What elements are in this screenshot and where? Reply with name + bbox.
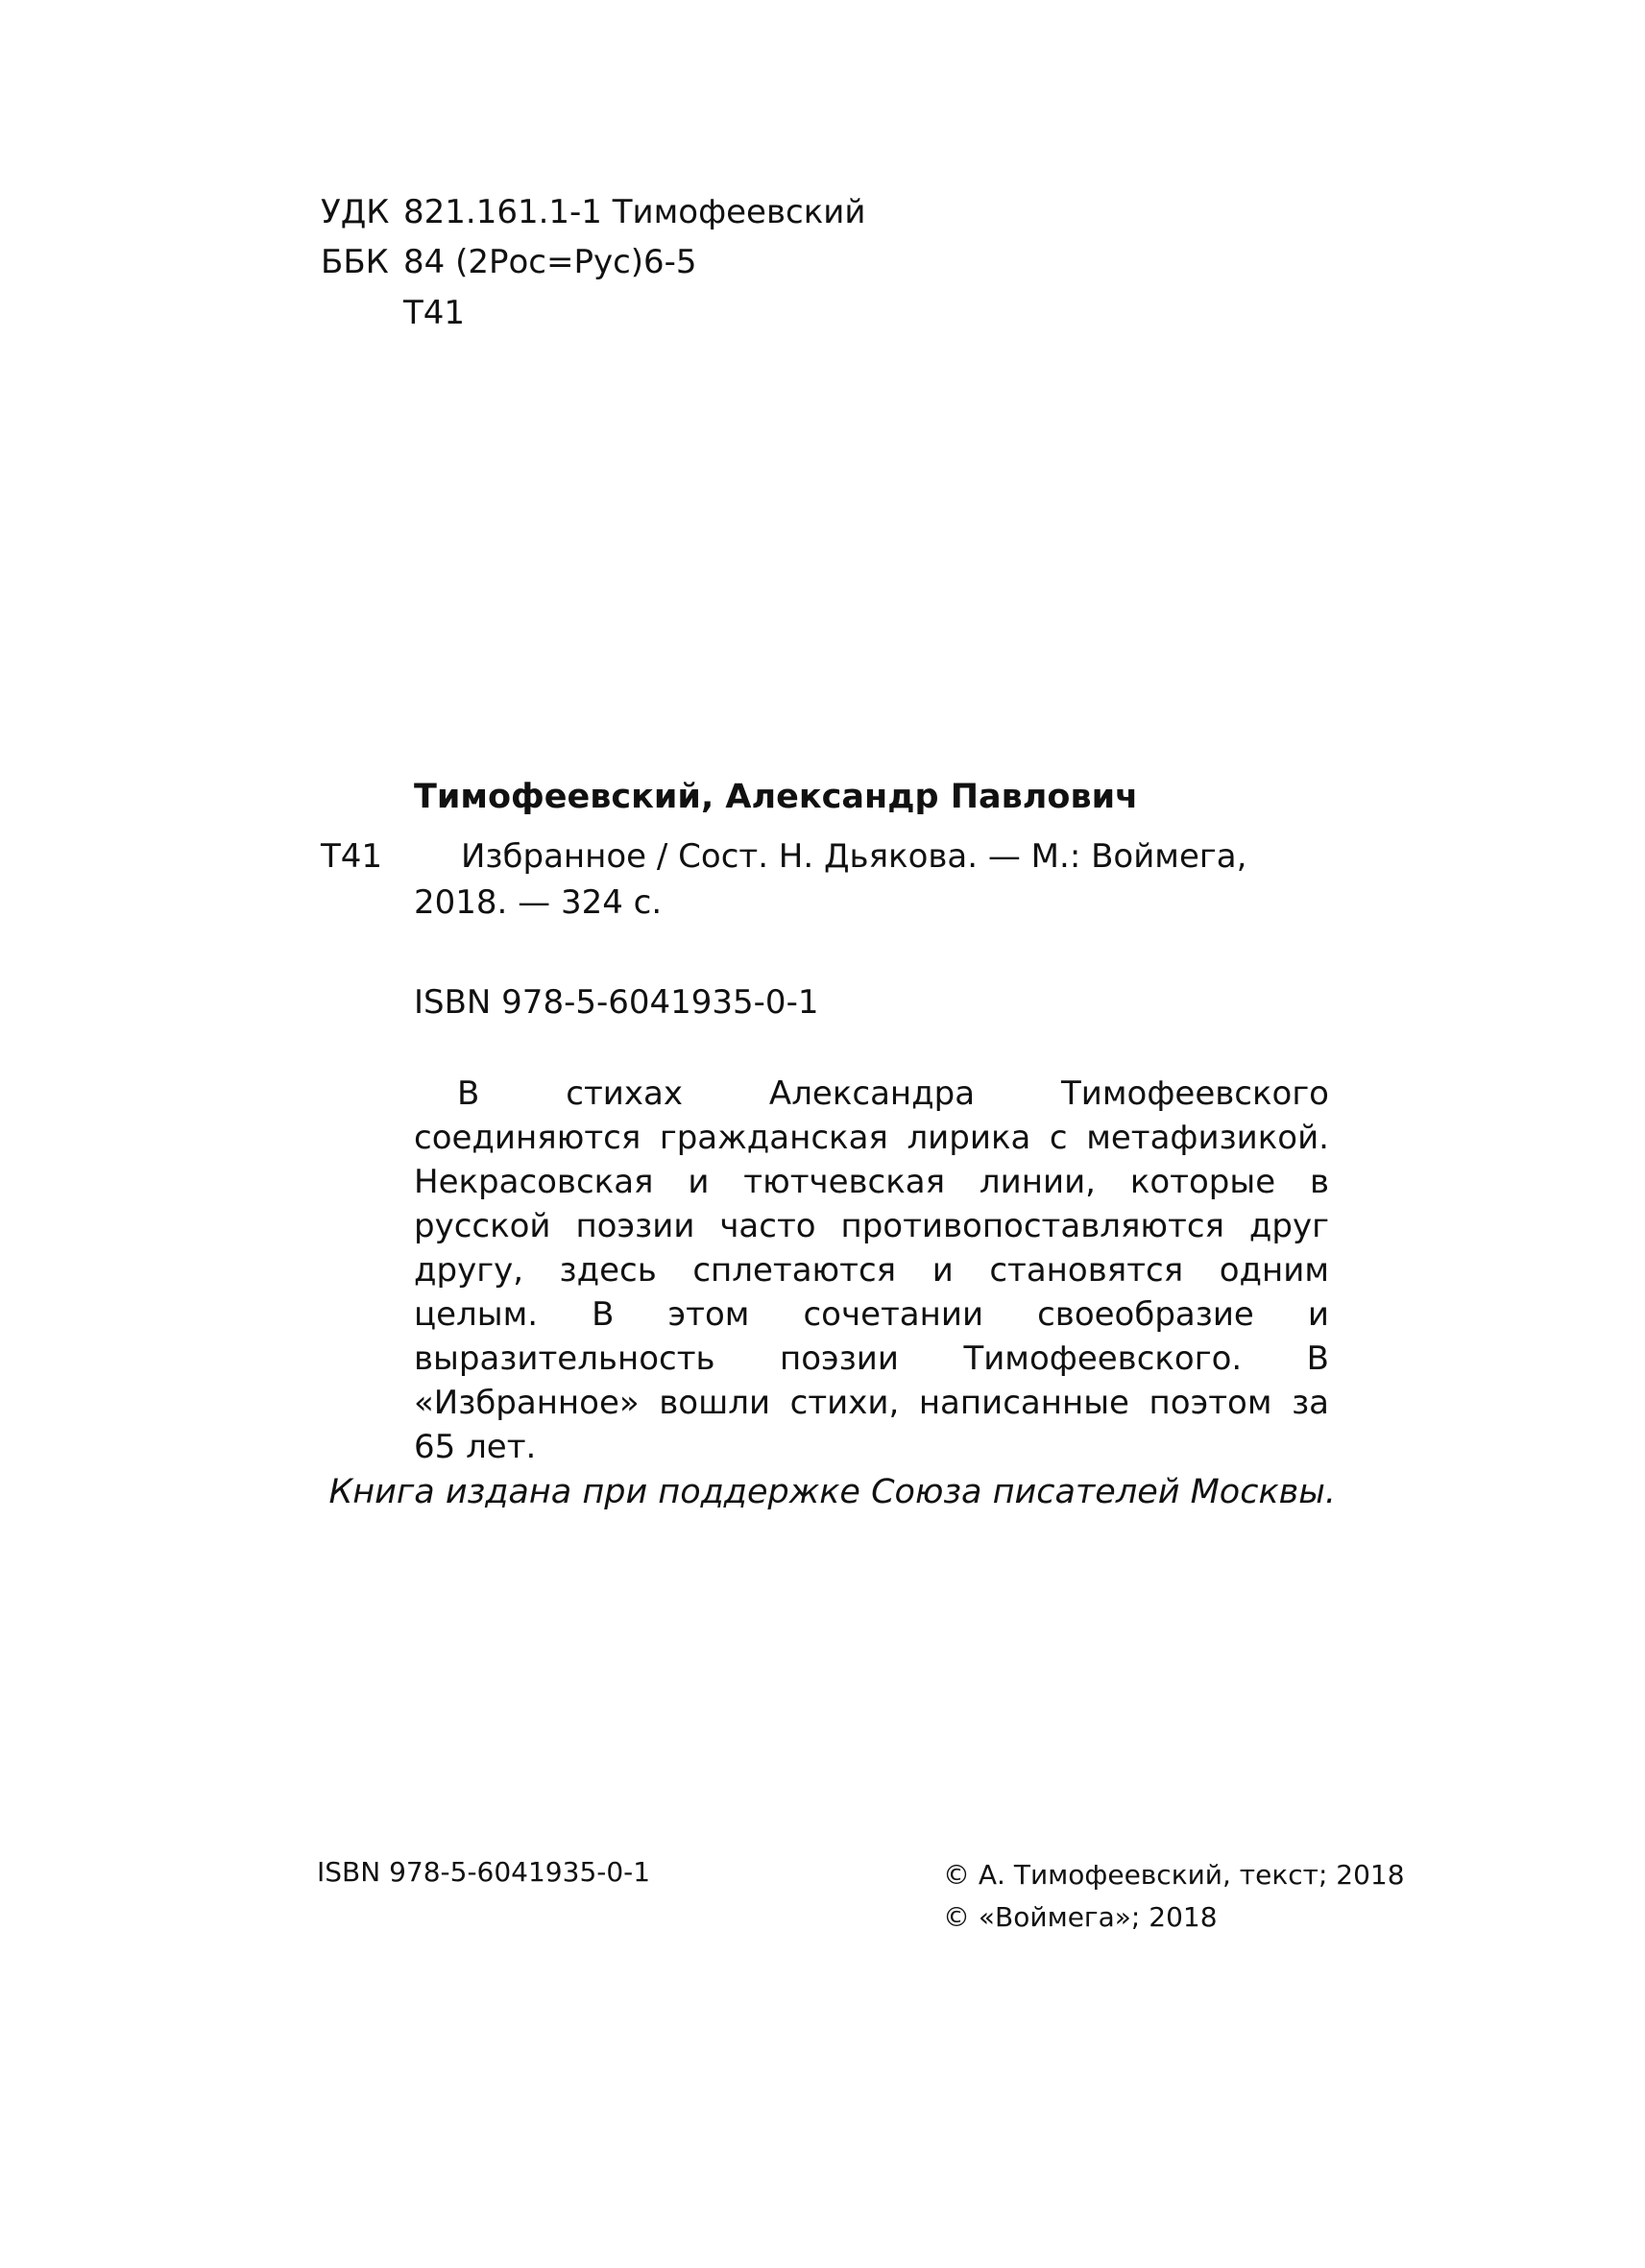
author-mark: Т41 (403, 294, 466, 332)
udk-value: 821.161.1-1 Тимофеевский (403, 193, 866, 231)
author-heading: Тимофеевский, Александр Павлович (414, 778, 1139, 816)
bbk-value: 84 (2Рос=Рус)6-5 (403, 243, 697, 281)
card-description-line-2: 2018. — 324 с. (414, 883, 663, 922)
copyright-block (943, 1854, 1405, 1939)
card-description-line-1: Избранное / Сост. Н. Дьякова. — М.: Воймега, (461, 837, 1247, 876)
card-isbn: ISBN 978-5-6041935-0-1 (414, 983, 819, 1022)
card-author-mark: Т41 (321, 837, 383, 876)
copyright-author: © А. Тимофеевский, текст; 2018 (943, 1859, 1405, 1891)
bbk-label: ББК (321, 243, 389, 281)
abstract-text: В стихах Александра Тимофеевского соединяются гражданская лирика с метафизикой. Некрасовская и тютчевская линии, которые в русской поэзии часто противопоставляются друг другу, здесь сплетаются и становятся одним целым. В этом сочетании своеобразие и выразительность поэзии Тимофеевского. В «Избранное» вошли стихи, написанные поэтом за 65 лет. (414, 1074, 1329, 1466)
support-note: Книга издана при поддержке Союза писателей Москвы. (328, 1473, 1336, 1511)
abstract (414, 1072, 1329, 1469)
udk-label: УДК (321, 193, 390, 231)
copyright-publisher: © «Воймега»; 2018 (943, 1901, 1218, 1933)
footer-isbn: ISBN 978-5-6041935-0-1 (317, 1856, 651, 1888)
